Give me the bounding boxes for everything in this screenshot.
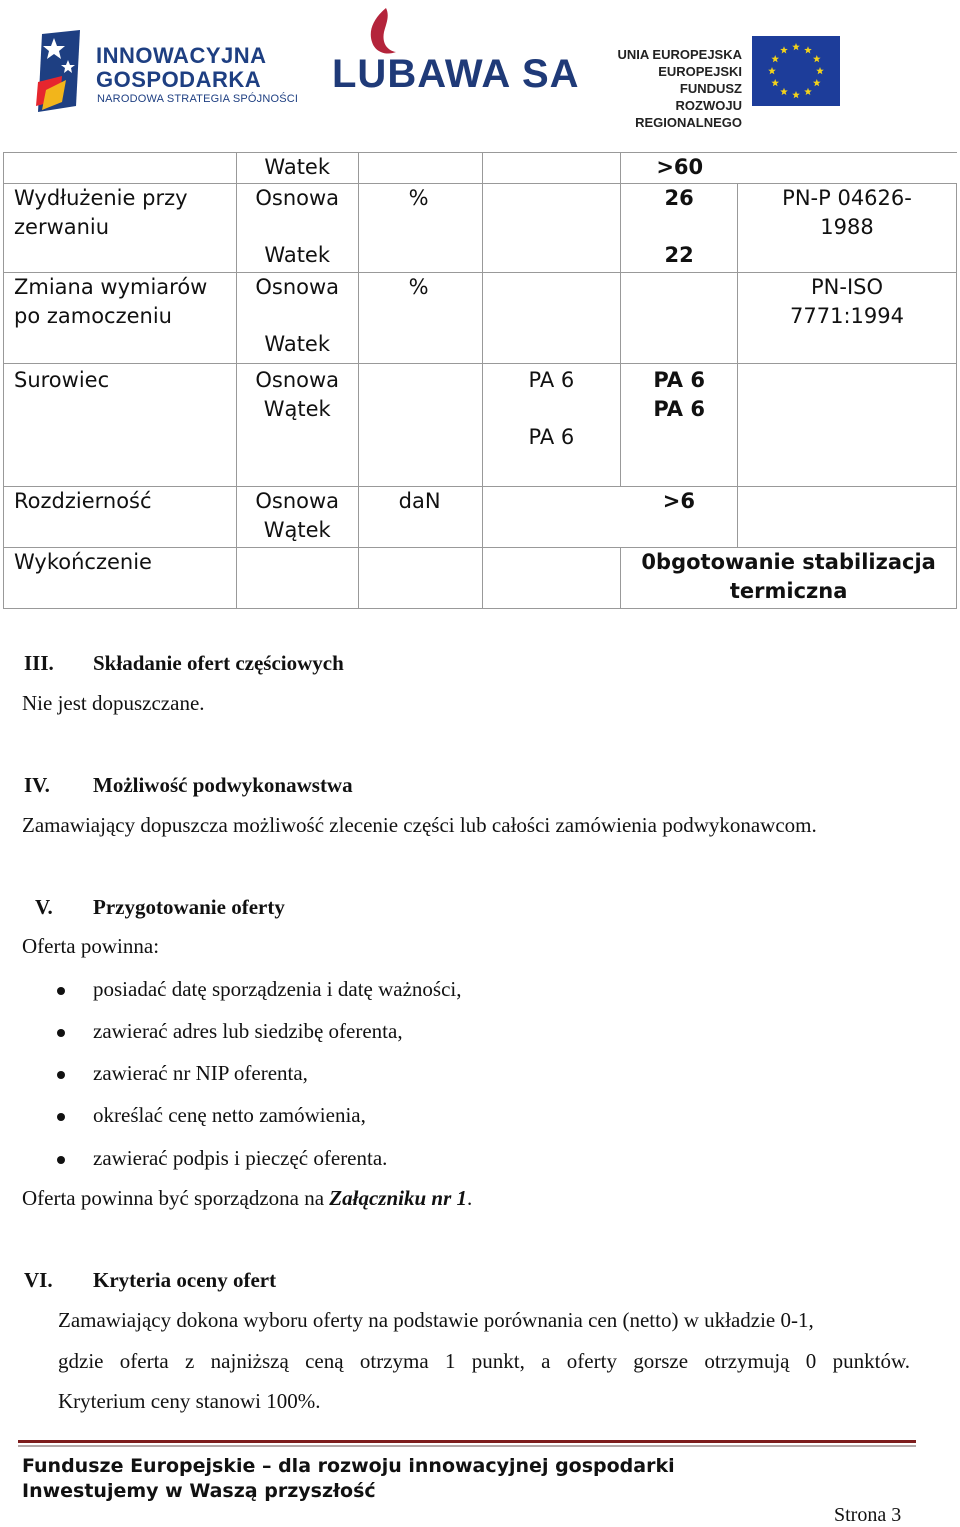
list-item: zawierać podpis i pieczęć oferenta. [93, 1146, 388, 1170]
watek-label: Wątek [263, 518, 331, 542]
table-cell: >6 [621, 487, 738, 548]
table-cell: % [358, 273, 482, 364]
table-cell: Surowiec [4, 364, 237, 487]
table-cell [621, 184, 738, 273]
table-cell [236, 364, 358, 487]
table-row [4, 153, 957, 184]
watek-label: Watek [264, 243, 331, 267]
table-cell: Rozdzierność [4, 487, 237, 548]
closing-text: Oferta powinna być sporządzona na [22, 1186, 330, 1210]
bullet-icon [57, 987, 65, 995]
section-body: Zamawiający dopuszcza możliwość zlecenie części lub całości zamówienia podwykonawcom. [22, 813, 817, 837]
lubawa-logo-text: LUBAWA SA [332, 52, 580, 96]
table-cell [4, 153, 237, 184]
table-cell [236, 548, 358, 609]
table-cell [621, 273, 738, 364]
table-row [4, 184, 957, 273]
page-number: Strona 3 [834, 1504, 902, 1526]
table-value: PA 6 [528, 425, 575, 449]
footer-divider [18, 1445, 916, 1447]
table-value: PA 6 [653, 397, 705, 421]
footer-slogan: Inwestujemy w Waszą przyszłość [22, 1480, 376, 1502]
list-item: określać cenę netto zamówienia, [93, 1103, 366, 1127]
table-value: >60 [656, 155, 704, 179]
table-cell [482, 273, 621, 364]
section-body-line: gdzie oferta z najniższą ceną otrzyma 1 punkt, a oferty gorsze otrzymują 0 punktów. [58, 1349, 910, 1373]
bullet-icon [57, 1071, 65, 1079]
section-number: III. [24, 651, 54, 675]
section-title: Kryteria oceny ofert [93, 1268, 277, 1292]
section-body: Nie jest dopuszczane. [22, 691, 205, 715]
table-value: 26 [664, 186, 694, 210]
specification-table [3, 152, 957, 609]
list-item: zawierać nr NIP oferenta, [93, 1061, 308, 1085]
innowacyjna-gospodarka-subtitle: NARODOWA STRATEGIA SPÓJNOŚCI [97, 93, 299, 105]
table-value: 22 [664, 243, 694, 267]
table-row [4, 273, 957, 364]
footer-divider [18, 1440, 916, 1443]
table-cell [358, 364, 482, 487]
eu-flag-icon [752, 36, 840, 106]
table-cell: % [358, 184, 482, 273]
table-cell [482, 184, 621, 273]
bullet-icon [57, 1156, 65, 1164]
table-cell [236, 184, 358, 273]
footer-slogan: Fundusze Europejskie – dla rozwoju innowacyjnej gospodarki [22, 1455, 675, 1477]
table-cell [482, 153, 621, 184]
table-cell [621, 364, 738, 487]
table-cell [482, 487, 621, 548]
table-cell: PN-P 04626-1988 [738, 184, 957, 273]
bullet-icon [57, 1113, 65, 1121]
closing-period: . [467, 1186, 473, 1210]
section-body-line: Kryterium ceny stanowi 100%. [58, 1389, 321, 1413]
table-row [4, 364, 957, 487]
table-cell [236, 487, 358, 548]
section-title: Składanie ofert częściowych [93, 651, 344, 675]
osnowa-label: Osnowa [255, 186, 340, 210]
page-header [0, 0, 960, 130]
section-title: Przygotowanie oferty [93, 895, 285, 919]
section-number: V. [35, 895, 53, 919]
bullet-icon [57, 1029, 65, 1037]
table-value: PA 6 [653, 368, 705, 392]
table-cell [358, 548, 482, 609]
osnowa-label: Osnowa [255, 489, 340, 513]
table-cell: Zmiana wymiarów po zamoczeniu [4, 273, 237, 364]
watek-label: Wątek [263, 397, 331, 421]
table-cell: PN-ISO 7771:1994 [738, 273, 957, 364]
section-body-line: Zamawiający dokona wyboru oferty na podstawie porównania cen (netto) w układzie 0-1, [58, 1308, 814, 1332]
list-item: zawierać adres lub siedzibę oferenta, [93, 1019, 403, 1043]
attachment-reference: Załączniku nr 1 [329, 1186, 467, 1210]
osnowa-label: Osnowa [255, 275, 340, 299]
watek-label: Watek [264, 332, 331, 356]
section-number: VI. [24, 1268, 53, 1292]
table-cell [482, 364, 621, 487]
list-item: posiadać datę sporządzenia i datę ważności, [93, 977, 462, 1001]
section-closing [22, 1186, 472, 1211]
table-value: PA 6 [528, 368, 575, 392]
table-cell [236, 273, 358, 364]
table-cell: Watek [236, 153, 358, 184]
innowacyjna-gospodarka-logo-icon [32, 30, 84, 112]
section-intro: Oferta powinna: [22, 934, 160, 958]
section-title: Możliwość podwykonawstwa [93, 773, 353, 797]
table-cell: 0bgotowanie stabilizacja termiczna [621, 548, 957, 609]
innowacyjna-gospodarka-logo-text: INNOWACYJNA GOSPODARKA [96, 43, 267, 92]
table-cell: Wykończenie [4, 548, 237, 609]
osnowa-label: Osnowa [255, 368, 340, 392]
table-row [4, 548, 957, 609]
table-cell: Wydłużenie przy zerwaniu [4, 184, 237, 273]
table-row [4, 487, 957, 548]
eu-fund-logo-text: UNIA EUROPEJSKA EUROPEJSKI FUNDUSZ ROZWOJU REGIONALNEGO [617, 47, 742, 130]
table-cell [482, 548, 621, 609]
table-cell [358, 153, 482, 184]
table-cell [621, 153, 957, 184]
table-cell [738, 364, 957, 487]
section-number: IV. [24, 773, 50, 797]
table-cell: daN [358, 487, 482, 548]
table-cell [738, 487, 957, 548]
